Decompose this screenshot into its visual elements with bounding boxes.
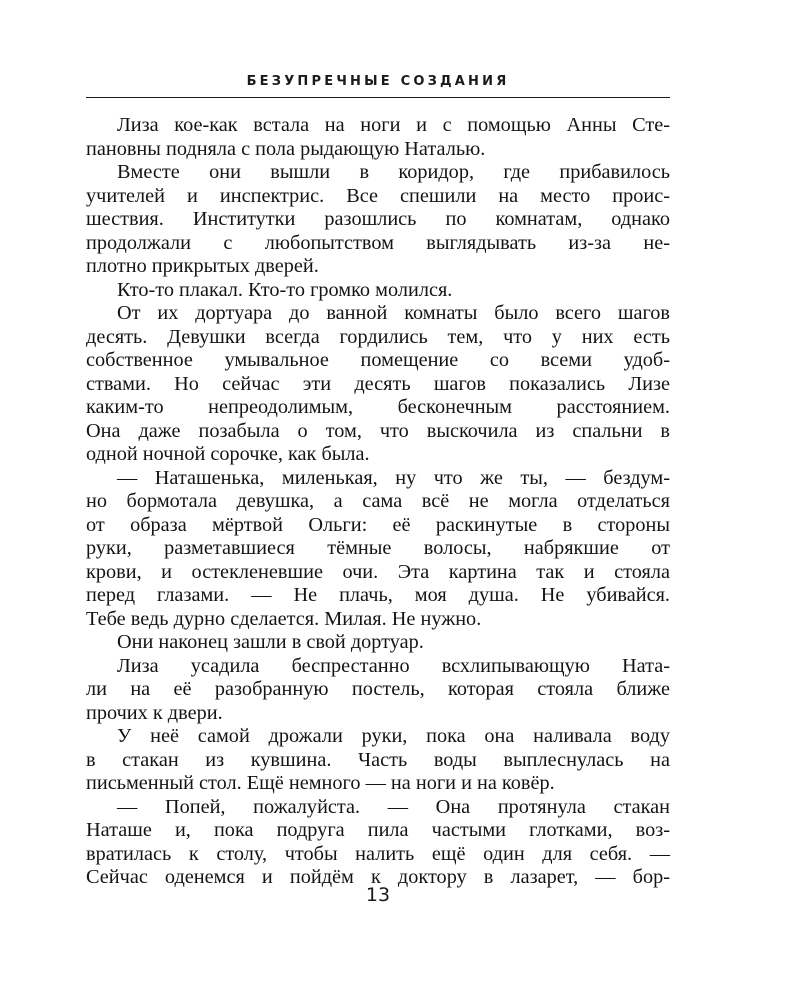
text-line: ствами. Но сейчас эти десять шагов показались Лизе: [86, 372, 670, 395]
text-line: продолжали с любопытством выглядывать из-за не-: [86, 231, 670, 254]
text-line: Тебе ведь дурно сделается. Милая. Не нужно.: [86, 607, 482, 630]
text-line: Наташе и, пока подруга пила частыми глотками, воз-: [86, 819, 670, 841]
text-line: — Попей, пожалуйста. — Она протянула стакан: [117, 795, 670, 818]
body-text: [86, 114, 670, 890]
text-line: перед глазами. — Не плачь, моя душа. Не убивайся.: [86, 584, 670, 606]
page-number: 13: [365, 884, 391, 906]
text-line: учителей и инспектрис. Все спешили на место проис-: [86, 184, 670, 207]
text-line: каким-то непреодолимым, бесконечным расстоянием.: [86, 396, 670, 418]
text-line: крови, и остекленевшие очи. Эта картина так и стояла: [86, 560, 670, 583]
text-line: руки, разметавшиеся тёмные волосы, набрякшие от: [86, 537, 670, 559]
text-line: но бормотала девушка, а сама всё не могла отделаться: [86, 490, 670, 512]
text-line: Она даже позабыла о том, что выскочила из спальни в: [86, 419, 670, 442]
text-line: прочих к двери.: [86, 701, 223, 724]
text-line: ли на её разобранную постель, которая стояла ближе: [86, 678, 670, 700]
text-line: У неё самой дрожали руки, пока она наливала воду: [117, 725, 670, 747]
text-line: — Наташенька, миленькая, ну что же ты, — бездум-: [117, 466, 670, 489]
text-line: От их дортуара до ванной комнаты было всего шагов: [117, 302, 670, 324]
text-line: Лиза усадила беспрестанно всхлипывающую Ната-: [117, 654, 670, 677]
text-line: в стакан из кувшина. Часть воды выплеснулась на: [86, 748, 670, 771]
text-line: плотно прикрытых дверей.: [86, 255, 319, 277]
text-line: шествия. Институтки разошлись по комнатам, однако: [86, 208, 670, 230]
text-line: письменный стол. Ещё немного — на ноги и на ковёр.: [86, 772, 555, 794]
text-line: вратилась к столу, чтобы налить ещё один для себя. —: [86, 842, 670, 865]
running-head-title: БЕЗУПРЕЧНЫЕ СОЗДАНИЯ: [246, 74, 510, 89]
text-line: от образа мёртвой Ольги: её раскинутые в стороны: [86, 513, 670, 536]
text-line: Лиза кое-как встала на ноги и с помощью Анны Сте-: [117, 114, 670, 136]
text-line: десять. Девушки всегда гордились тем, что у них есть: [86, 325, 670, 348]
text-line: Сейчас оденемся и пойдём к доктору в лазарет, — бор-: [86, 866, 670, 888]
text-line: Вместе они вышли в коридор, где прибавилось: [117, 161, 670, 183]
text-line: Кто-то плакал. Кто-то громко молился.: [117, 278, 453, 301]
text-line: пановны подняла с пола рыдающую Наталью.: [86, 137, 486, 160]
text-line: одной ночной сорочке, как была.: [86, 443, 370, 465]
text-line: собственное умывальное помещение со всеми удоб-: [86, 349, 670, 371]
header-rule: [86, 97, 670, 98]
text-line: Они наконец зашли в свой дортуар.: [117, 631, 424, 653]
